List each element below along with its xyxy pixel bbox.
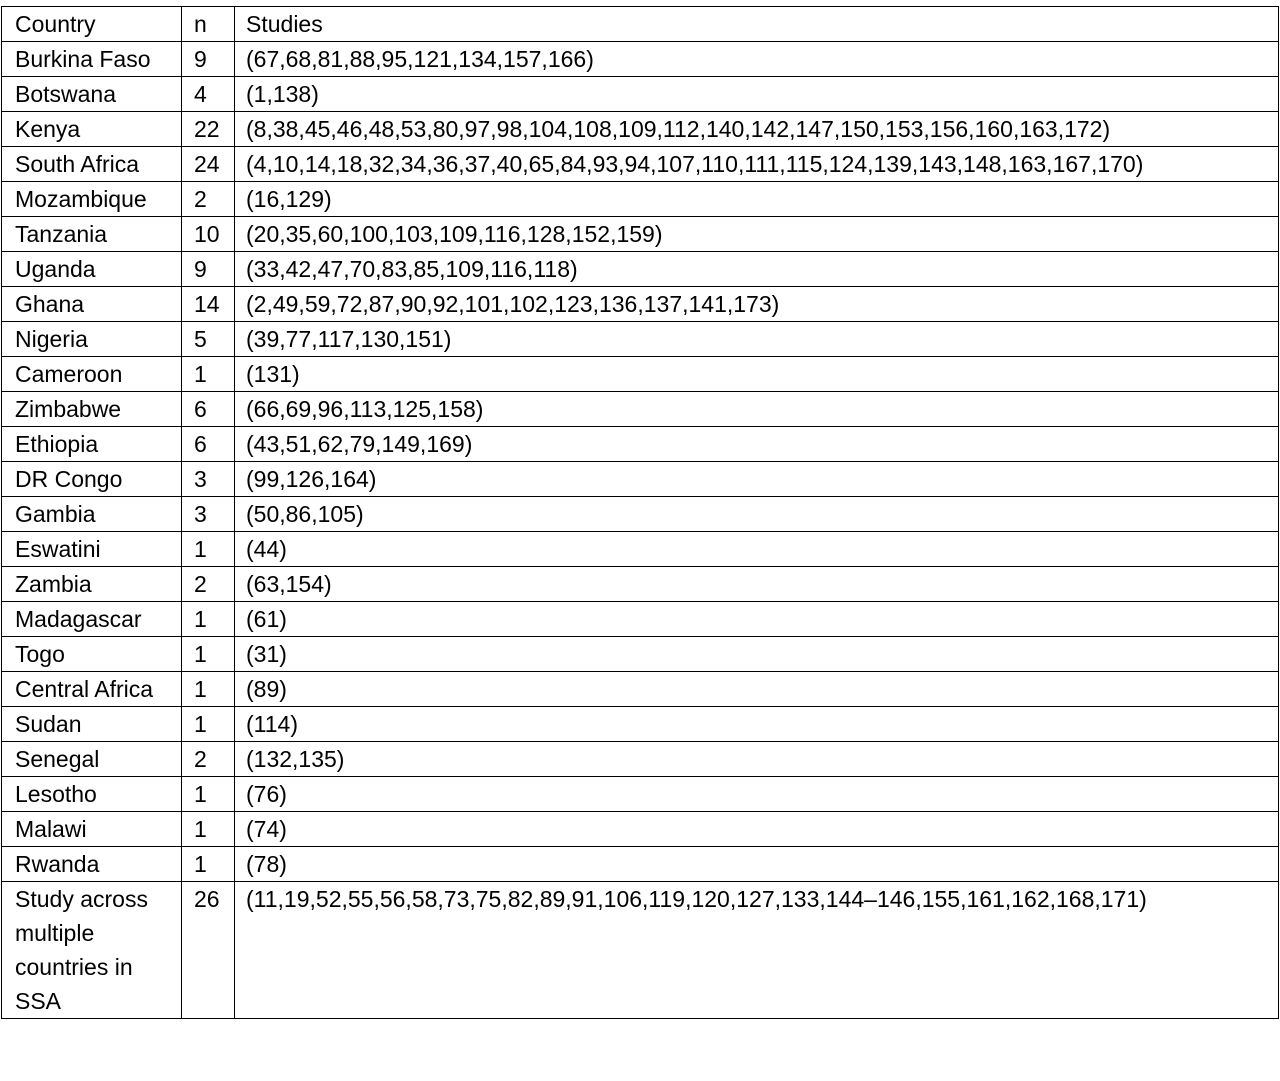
studies-cell: (11,19,52,55,56,58,73,75,82,89,91,106,119,120,127,133,144–146,155,161,162,168,171)	[235, 882, 1279, 1019]
country-cell: Lesotho	[2, 777, 182, 812]
studies-cell: (31)	[235, 637, 1279, 672]
table-row	[2, 217, 1279, 252]
table-header-row	[2, 7, 1279, 42]
studies-cell: (132,135)	[235, 742, 1279, 777]
country-cell: Gambia	[2, 497, 182, 532]
studies-cell: (4,10,14,18,32,34,36,37,40,65,84,93,94,107,110,111,115,124,139,143,148,163,167,170)	[235, 147, 1279, 182]
count-cell: 3	[182, 497, 235, 532]
count-cell: 4	[182, 77, 235, 112]
studies-cell: (44)	[235, 532, 1279, 567]
country-cell: Botswana	[2, 77, 182, 112]
count-cell: 3	[182, 462, 235, 497]
table-row	[2, 462, 1279, 497]
count-cell: 1	[182, 707, 235, 742]
count-cell: 2	[182, 567, 235, 602]
country-cell: Rwanda	[2, 847, 182, 882]
country-cell: Nigeria	[2, 322, 182, 357]
count-cell: 14	[182, 287, 235, 322]
table-row	[2, 392, 1279, 427]
table-body	[2, 42, 1279, 1019]
table-row	[2, 672, 1279, 707]
table-row	[2, 602, 1279, 637]
country-cell: Malawi	[2, 812, 182, 847]
studies-cell: (66,69,96,113,125,158)	[235, 392, 1279, 427]
studies-cell: (78)	[235, 847, 1279, 882]
table-row	[2, 742, 1279, 777]
country-cell: Ghana	[2, 287, 182, 322]
table-row	[2, 252, 1279, 287]
country-cell: Madagascar	[2, 602, 182, 637]
table-row	[2, 182, 1279, 217]
country-cell: Uganda	[2, 252, 182, 287]
studies-cell: (39,77,117,130,151)	[235, 322, 1279, 357]
count-cell: 10	[182, 217, 235, 252]
country-cell: Central Africa	[2, 672, 182, 707]
country-cell: Mozambique	[2, 182, 182, 217]
country-cell: Eswatini	[2, 532, 182, 567]
count-cell: 1	[182, 777, 235, 812]
studies-by-country-table	[1, 6, 1279, 1019]
count-cell: 1	[182, 602, 235, 637]
studies-cell: (1,138)	[235, 77, 1279, 112]
studies-cell: (8,38,45,46,48,53,80,97,98,104,108,109,112,140,142,147,150,153,156,160,163,172)	[235, 112, 1279, 147]
count-cell: 6	[182, 427, 235, 462]
count-cell: 6	[182, 392, 235, 427]
table-row	[2, 777, 1279, 812]
country-cell: Senegal	[2, 742, 182, 777]
table-row	[2, 357, 1279, 392]
studies-cell: (50,86,105)	[235, 497, 1279, 532]
country-cell: Zambia	[2, 567, 182, 602]
table-row	[2, 77, 1279, 112]
count-cell: 22	[182, 112, 235, 147]
table-row	[2, 847, 1279, 882]
count-cell: 1	[182, 672, 235, 707]
count-cell: 2	[182, 742, 235, 777]
studies-cell: (76)	[235, 777, 1279, 812]
count-cell: 1	[182, 847, 235, 882]
studies-cell: (43,51,62,79,149,169)	[235, 427, 1279, 462]
header-n: n	[182, 7, 235, 42]
country-cell: Togo	[2, 637, 182, 672]
table-row	[2, 882, 1279, 1019]
table-row	[2, 637, 1279, 672]
table-row	[2, 812, 1279, 847]
table-row	[2, 147, 1279, 182]
header-country: Country	[2, 7, 182, 42]
studies-cell: (20,35,60,100,103,109,116,128,152,159)	[235, 217, 1279, 252]
studies-cell: (2,49,59,72,87,90,92,101,102,123,136,137,141,173)	[235, 287, 1279, 322]
country-cell: Kenya	[2, 112, 182, 147]
count-cell: 1	[182, 637, 235, 672]
count-cell: 26	[182, 882, 235, 1019]
count-cell: 9	[182, 42, 235, 77]
count-cell: 1	[182, 357, 235, 392]
count-cell: 9	[182, 252, 235, 287]
studies-cell: (33,42,47,70,83,85,109,116,118)	[235, 252, 1279, 287]
country-cell: Sudan	[2, 707, 182, 742]
count-cell: 2	[182, 182, 235, 217]
country-cell: Zimbabwe	[2, 392, 182, 427]
country-cell: DR Congo	[2, 462, 182, 497]
studies-cell: (74)	[235, 812, 1279, 847]
table-row	[2, 112, 1279, 147]
studies-cell: (67,68,81,88,95,121,134,157,166)	[235, 42, 1279, 77]
studies-cell: (61)	[235, 602, 1279, 637]
table-row	[2, 497, 1279, 532]
count-cell: 5	[182, 322, 235, 357]
table-row	[2, 322, 1279, 357]
studies-cell: (114)	[235, 707, 1279, 742]
country-cell: South Africa	[2, 147, 182, 182]
table-row	[2, 707, 1279, 742]
country-cell: Burkina Faso	[2, 42, 182, 77]
country-cell: Cameroon	[2, 357, 182, 392]
table-row	[2, 42, 1279, 77]
studies-cell: (99,126,164)	[235, 462, 1279, 497]
table-row	[2, 567, 1279, 602]
studies-cell: (63,154)	[235, 567, 1279, 602]
count-cell: 1	[182, 812, 235, 847]
header-studies: Studies	[235, 7, 1279, 42]
count-cell: 24	[182, 147, 235, 182]
table-row	[2, 532, 1279, 567]
studies-cell: (131)	[235, 357, 1279, 392]
country-cell: Ethiopia	[2, 427, 182, 462]
country-cell: Tanzania	[2, 217, 182, 252]
country-cell: Study across multiple countries in SSA	[2, 882, 182, 1019]
studies-cell: (89)	[235, 672, 1279, 707]
table-row	[2, 287, 1279, 322]
studies-cell: (16,129)	[235, 182, 1279, 217]
count-cell: 1	[182, 532, 235, 567]
table-row	[2, 427, 1279, 462]
